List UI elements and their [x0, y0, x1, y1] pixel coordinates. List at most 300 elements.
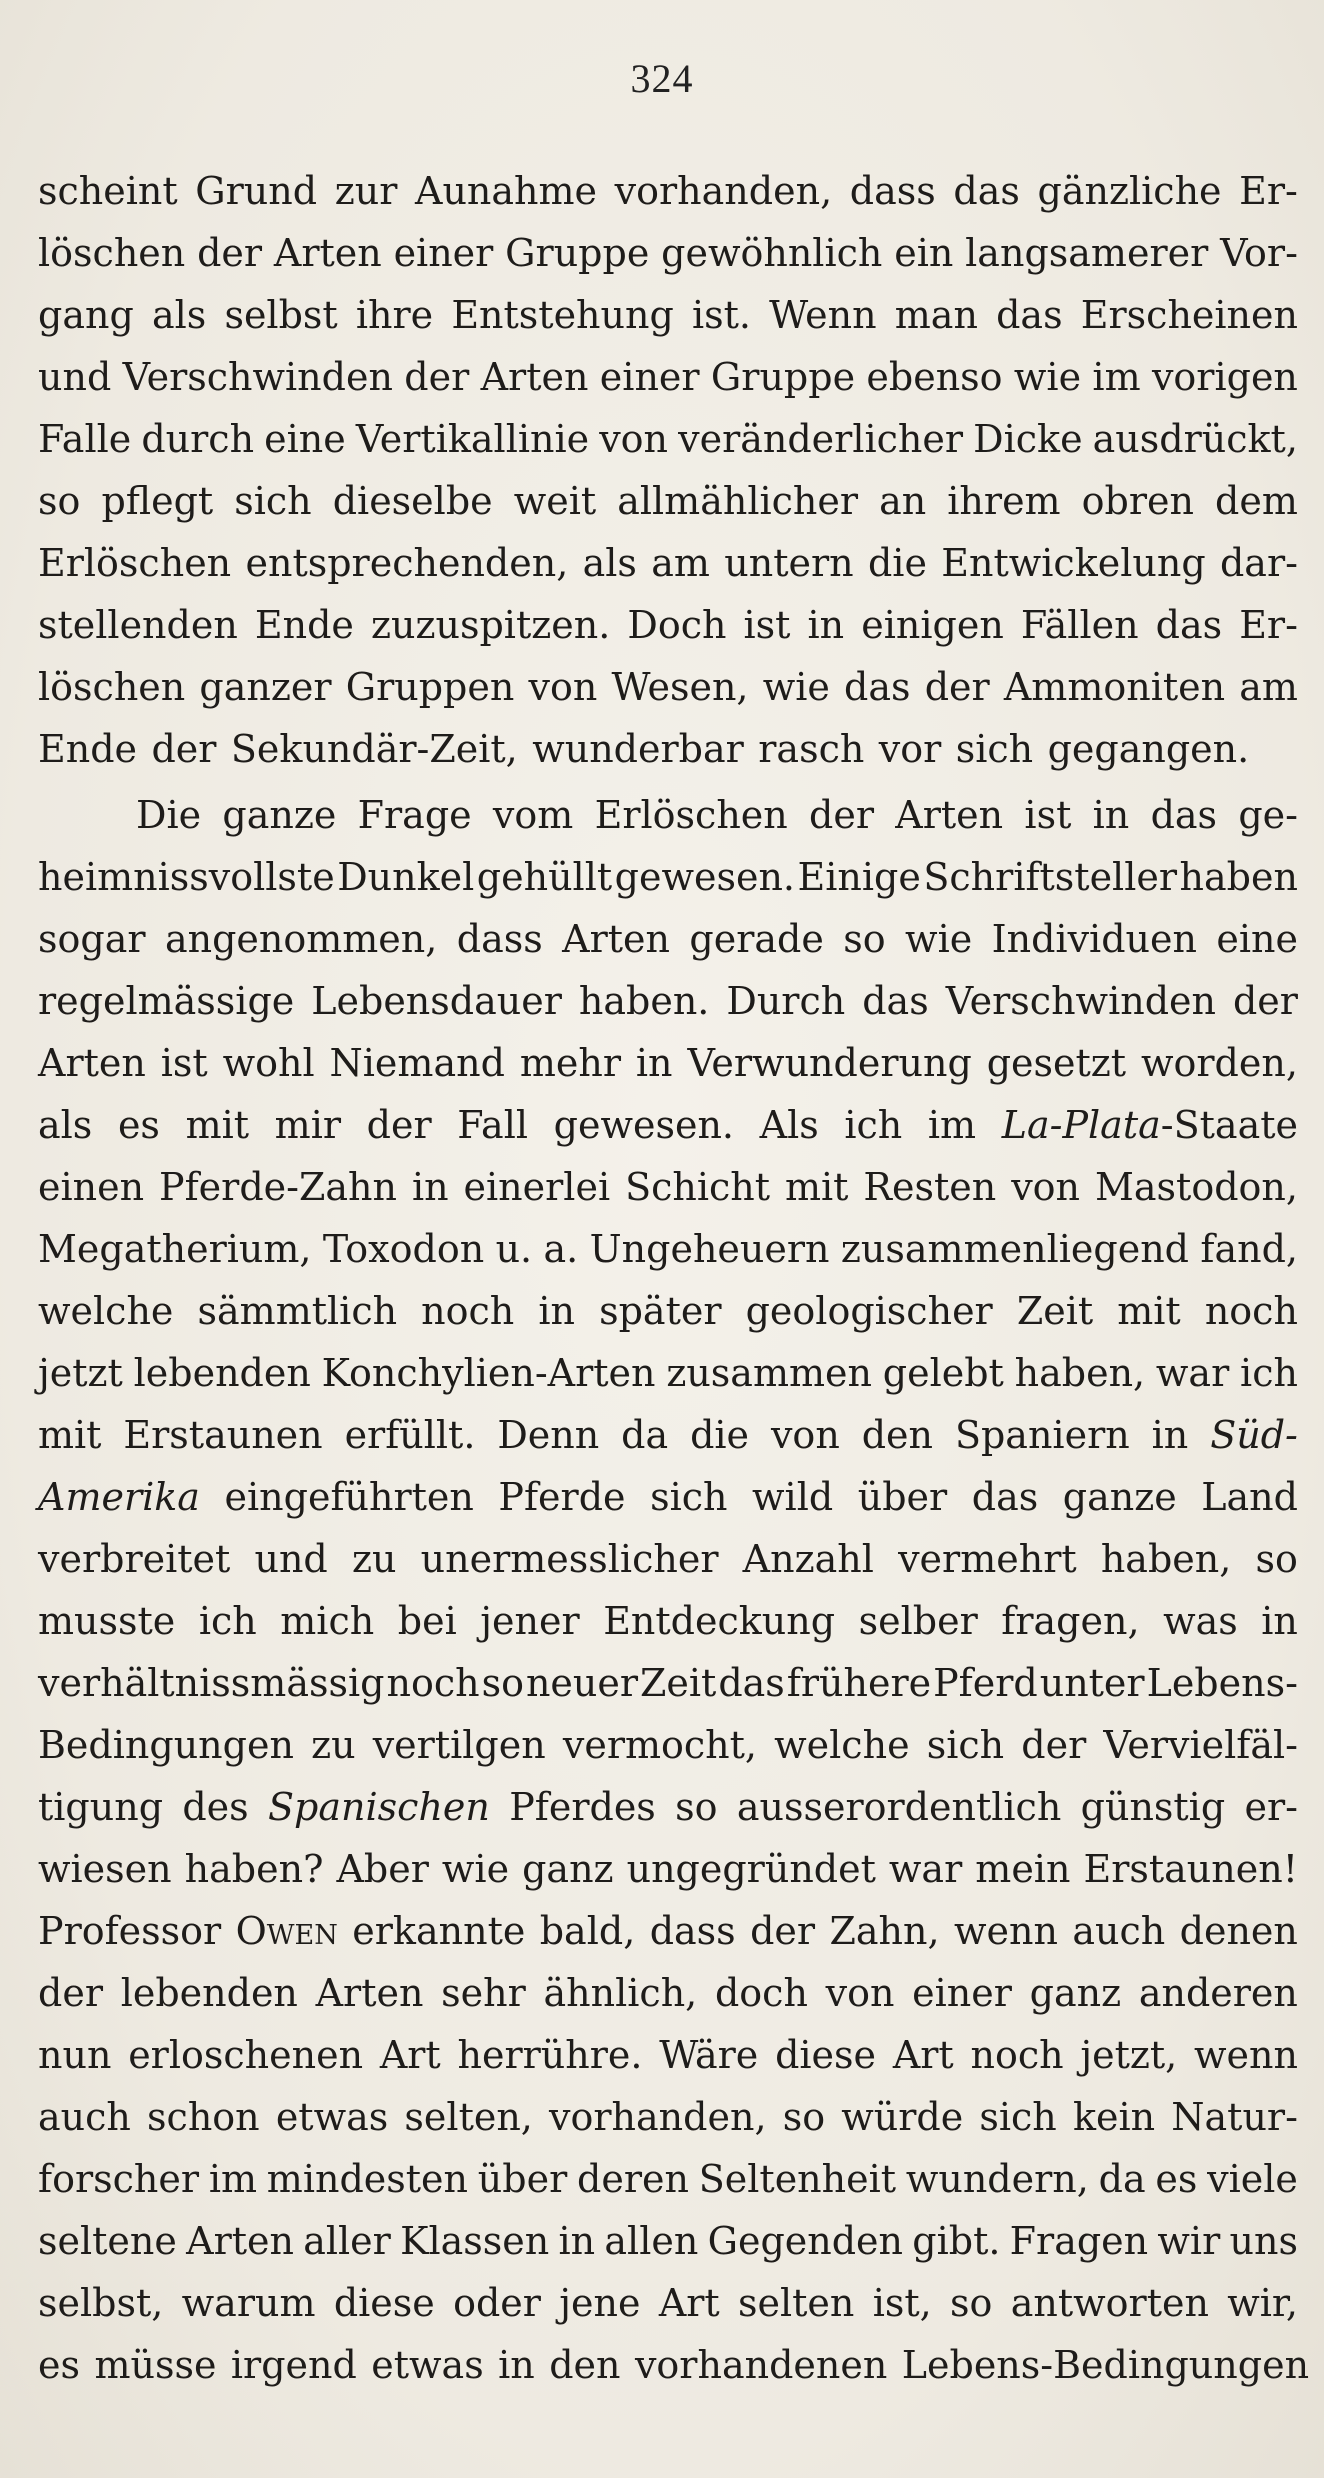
word: über: [477, 2157, 568, 2201]
word: dar-: [1219, 541, 1298, 585]
word: sämmtlich: [197, 1289, 398, 1333]
word: Erstaunen!: [1083, 1847, 1298, 1891]
word: ist,: [872, 2281, 932, 2325]
word: ganz: [522, 1847, 614, 1891]
word: was: [1163, 1599, 1238, 1643]
word: einer: [393, 231, 494, 275]
word: Pferde: [498, 1475, 626, 1519]
text-line: [38, 1838, 1298, 1900]
word: Arten: [38, 1041, 146, 1085]
word: von: [770, 1413, 840, 1457]
word: etwas: [275, 2095, 389, 2139]
word: der: [38, 1971, 103, 2015]
word: ist: [743, 603, 791, 647]
word: dass: [849, 169, 936, 213]
word: Einige: [797, 855, 921, 899]
word: lebenden: [120, 1971, 298, 2015]
word: am: [651, 541, 710, 585]
word: gehüllt: [476, 855, 613, 899]
word: a.: [543, 1227, 579, 1271]
word: uns: [1229, 2219, 1298, 2263]
text-line: [38, 1094, 1298, 1156]
word: mein: [975, 1847, 1071, 1891]
word: das: [953, 169, 1020, 213]
word: man: [894, 293, 978, 337]
word: der: [924, 665, 990, 709]
word: war: [1155, 1351, 1230, 1395]
word: Lebens-: [1146, 1661, 1298, 1705]
word: bald,: [539, 1909, 636, 1953]
word: pflegt: [101, 479, 214, 523]
word: jener: [480, 1599, 580, 1643]
word: Arten: [315, 1971, 424, 2015]
word: dass: [649, 1909, 736, 1953]
word: noch: [421, 1289, 515, 1333]
word: er-: [1244, 1785, 1298, 1829]
word: entsprechenden,: [245, 541, 569, 585]
word: noch: [386, 1661, 480, 1705]
word: doch: [714, 1971, 808, 2015]
word: Sekundär-Zeit,: [230, 727, 518, 771]
word: mehr: [519, 1041, 621, 1085]
word: angenommen,: [164, 917, 438, 961]
word: im: [1092, 355, 1141, 399]
word: das: [1155, 603, 1223, 647]
word: allen: [604, 2219, 699, 2263]
word: dem: [1215, 479, 1298, 523]
word: würde: [841, 2095, 964, 2139]
word: Art: [892, 2033, 954, 2077]
word: Spaniern: [954, 1413, 1130, 1457]
word: Lebensdauer: [311, 979, 562, 1023]
word: günstig: [1080, 1785, 1226, 1829]
word: Fragen: [1009, 2219, 1149, 2263]
word: ungegründet: [626, 1847, 876, 1891]
word: Er-: [1239, 169, 1298, 213]
word: Arten: [273, 231, 382, 275]
word: es: [1155, 2157, 1198, 2201]
word: in: [498, 2343, 535, 2387]
word: in: [1261, 1599, 1298, 1643]
word: vorhanden,: [549, 2095, 767, 2139]
word: einen: [38, 1165, 145, 1209]
text-line: [38, 2334, 1310, 2396]
word: und: [38, 355, 112, 399]
word: verbreitet: [38, 1537, 231, 1581]
word: Art: [379, 2033, 441, 2077]
word: Wesen,: [611, 665, 749, 709]
text-line: [38, 1714, 1298, 1776]
word: irgend: [230, 2343, 357, 2387]
word: ist.: [691, 293, 751, 337]
word: etwas: [371, 2343, 484, 2387]
word: Grund: [195, 169, 318, 213]
word: Entstehung: [451, 293, 674, 337]
text-line: [38, 718, 1298, 780]
word: das: [996, 293, 1063, 337]
text-line: [38, 1218, 1298, 1280]
word: wie: [905, 917, 973, 961]
word: Frage: [357, 793, 472, 837]
word: gesetzt: [986, 1041, 1127, 1085]
word: herrühre.: [457, 2033, 643, 2077]
word: wenn: [953, 1909, 1058, 1953]
text-line: [38, 2210, 1298, 2272]
word: lebenden: [133, 1351, 311, 1395]
word: warum: [181, 2281, 316, 2325]
word: ausdrückt,: [1092, 417, 1298, 461]
word: erloschenen: [128, 2033, 364, 2077]
word: in: [635, 1041, 673, 1085]
word: zur: [334, 169, 398, 213]
word: Klassen: [400, 2219, 550, 2263]
text-line: [38, 1900, 1298, 1962]
word: sich: [979, 2095, 1057, 2139]
word: noch: [970, 2033, 1064, 2077]
word: über: [857, 1475, 948, 1519]
text-line: [38, 1652, 1298, 1714]
word: welche: [38, 1289, 174, 1333]
word: in: [538, 1289, 576, 1333]
word: Anzahl: [742, 1537, 874, 1581]
word: ist: [1024, 793, 1072, 837]
word: eine: [1216, 917, 1298, 961]
word: veränderlicher: [678, 417, 964, 461]
word: wie: [1013, 355, 1082, 399]
word: wie: [441, 1847, 510, 1891]
word: ich: [198, 1599, 257, 1643]
word: Megatherium,: [38, 1227, 312, 1271]
word: es: [38, 2343, 80, 2387]
word: Als: [759, 1103, 819, 1147]
word: gelebt: [882, 1351, 1004, 1395]
word: anderen: [1138, 1971, 1298, 2015]
word: in: [1092, 793, 1130, 837]
word: Vor-: [1220, 231, 1298, 275]
word: diese: [333, 2281, 435, 2325]
text-line: [38, 1466, 1298, 1528]
word: Art: [658, 2281, 720, 2325]
word: so: [675, 1785, 718, 1829]
word: vertilgen: [372, 1723, 546, 1767]
word: gewesen.: [614, 855, 796, 899]
text-line: [38, 1776, 1298, 1838]
word: Gruppen: [345, 665, 515, 709]
word: da: [621, 1413, 669, 1457]
word: allmählicher: [617, 479, 859, 523]
word: Natur-: [1171, 2095, 1298, 2139]
word: gewöhnlich: [661, 231, 883, 275]
word: schon: [147, 2095, 260, 2139]
word: noch: [1204, 1289, 1298, 1333]
word: in: [1151, 1413, 1189, 1457]
word: Erlöschen: [38, 541, 232, 585]
word: mit: [38, 1413, 102, 1457]
word: wild: [752, 1475, 834, 1519]
word: durch: [141, 417, 255, 461]
page-number: 324: [630, 56, 694, 101]
word: forscher: [38, 2157, 200, 2201]
text-line: [38, 532, 1298, 594]
word: zu: [351, 1537, 397, 1581]
word: selten: [738, 2281, 855, 2325]
word: Die: [136, 793, 202, 837]
word: Professor: [38, 1909, 222, 1953]
word: der: [750, 1909, 816, 1953]
text-line: [38, 2272, 1298, 2334]
word: sich: [234, 479, 312, 523]
word: Schicht: [625, 1165, 771, 1209]
word: wohl: [222, 1041, 315, 1085]
word: Pferde-Zahn: [159, 1165, 397, 1209]
word: Dicke: [973, 417, 1083, 461]
word: geologischer: [745, 1289, 993, 1333]
word: in: [558, 2219, 596, 2263]
word: mir: [274, 1103, 342, 1147]
word: einerlei: [463, 1165, 611, 1209]
word: Erstaunen: [123, 1413, 323, 1457]
word: vermehrt: [898, 1537, 1077, 1581]
word: von: [1011, 1165, 1081, 1209]
word: wenn: [1194, 2033, 1298, 2077]
word: vorhanden,: [614, 169, 833, 213]
word: einer: [599, 355, 700, 399]
word: u.: [495, 1227, 533, 1271]
word: ist: [160, 1041, 208, 1085]
word: gegangen.: [1047, 727, 1250, 771]
word: Durch: [726, 979, 846, 1023]
text-line: [38, 2024, 1298, 2086]
word: so: [843, 917, 886, 961]
word: im: [927, 1103, 977, 1147]
word: Entdeckung: [603, 1599, 836, 1643]
word: mit: [185, 1103, 250, 1147]
word: ganzer: [199, 665, 332, 709]
word: der: [809, 793, 875, 837]
word: seltene: [38, 2219, 177, 2263]
word: bei: [397, 1599, 457, 1643]
word: wir,: [1227, 2281, 1298, 2325]
word: haben: [1179, 855, 1298, 899]
word: Falle: [38, 417, 132, 461]
word: sich: [955, 727, 1034, 771]
text-line: [38, 846, 1298, 908]
word: erkannte: [352, 1909, 526, 1953]
word: deren: [577, 2157, 689, 2201]
word: wie: [762, 665, 830, 709]
word: Ammoniten: [1003, 665, 1226, 709]
text-line: [38, 1528, 1298, 1590]
word: das: [971, 1475, 1039, 1519]
word: löschen: [38, 665, 186, 709]
word: Wenn: [769, 293, 877, 337]
word: der: [197, 231, 263, 275]
text-line: [38, 284, 1298, 346]
word: Toxodon: [322, 1227, 485, 1271]
word: Gegenden: [707, 2219, 904, 2263]
word: der: [404, 355, 470, 399]
word: langsamerer: [965, 231, 1209, 275]
text-line: [38, 1342, 1298, 1404]
word: tigung: [38, 1785, 164, 1829]
word: mit: [784, 1165, 849, 1209]
word: wunderbar: [532, 727, 744, 771]
word: unter: [1039, 1661, 1145, 1705]
word: Aunahme: [415, 169, 598, 213]
word: Pferdes: [509, 1785, 656, 1829]
word: von: [528, 665, 598, 709]
word: aller: [303, 2219, 391, 2263]
word: ganze: [222, 793, 337, 837]
word: dieselbe: [332, 479, 493, 523]
word: Lebens-Bedingungen: [901, 2343, 1310, 2387]
word: viele: [1207, 2157, 1298, 2201]
word: Er-: [1239, 603, 1298, 647]
word: gibt.: [912, 2219, 1001, 2263]
text-line: [38, 408, 1298, 470]
word: gang: [38, 293, 134, 337]
word: vorhandenen: [634, 2343, 888, 2387]
word: weit: [513, 479, 597, 523]
word: gerade: [689, 917, 824, 961]
word: ebenso: [866, 355, 1003, 399]
word: musste: [38, 1599, 176, 1643]
text-line: [38, 2148, 1298, 2210]
word: löschen: [38, 231, 186, 275]
word: so: [782, 2095, 826, 2139]
word: regelmässige: [38, 979, 295, 1023]
word: frühere: [786, 1661, 932, 1705]
word: Arten: [186, 2219, 294, 2263]
word: am: [1239, 665, 1298, 709]
word: so: [1255, 1537, 1298, 1581]
word: Verschwinden: [122, 355, 393, 399]
word: die: [690, 1413, 750, 1457]
word: selbst,: [38, 2281, 164, 2325]
text-line: [38, 160, 1298, 222]
word: ge-: [1238, 793, 1298, 837]
word: ganze: [1062, 1475, 1177, 1519]
word: haben,: [1100, 1537, 1232, 1581]
word: sehr: [441, 1971, 526, 2015]
word: Pferd: [933, 1661, 1038, 1705]
word: und: [254, 1537, 328, 1581]
text-line: [38, 656, 1298, 718]
word: den: [549, 2343, 621, 2387]
word: Amerika: [38, 1475, 200, 1519]
word: eingeführten: [224, 1475, 474, 1519]
word: Entwickelung: [941, 541, 1206, 585]
text-line: [38, 1590, 1298, 1652]
word: scheint: [38, 169, 178, 213]
word: worden,: [1140, 1041, 1298, 1085]
word: Erlöschen: [594, 793, 788, 837]
word: in: [807, 603, 845, 647]
text-line: [38, 346, 1298, 408]
word: gewesen.: [553, 1103, 734, 1147]
word: so: [481, 1661, 524, 1705]
word: mindesten: [266, 2157, 468, 2201]
word: jetzt,: [1080, 2033, 1178, 2077]
word: der: [1021, 1723, 1087, 1767]
word: so: [950, 2281, 993, 2325]
word: Arten: [480, 355, 589, 399]
word: in: [411, 1165, 449, 1209]
word: zu: [311, 1723, 356, 1767]
word: neuer: [525, 1661, 639, 1705]
word: Verwunderung: [687, 1041, 972, 1085]
word: Konchylien-Arten: [321, 1351, 656, 1395]
word: haben.: [578, 979, 710, 1023]
text-line: [38, 1404, 1298, 1466]
word: sich: [926, 1723, 1005, 1767]
word: ein: [894, 231, 954, 275]
word: einer: [912, 1971, 1012, 2015]
word: stellenden: [38, 603, 238, 647]
word: das: [844, 665, 911, 709]
word: jene: [559, 2281, 641, 2325]
word: als: [38, 1103, 93, 1147]
word: ihrem: [947, 479, 1061, 523]
word: Land: [1201, 1475, 1298, 1519]
word: Individuen: [991, 917, 1197, 961]
word: wir: [1157, 2219, 1221, 2263]
word: als: [582, 541, 637, 585]
word: Doch: [627, 603, 727, 647]
word: diese: [775, 2033, 877, 2077]
word: das: [862, 979, 929, 1023]
word: haben,: [1014, 1351, 1146, 1395]
word: Resten: [863, 1165, 997, 1209]
word: der: [366, 1103, 432, 1147]
word: oder: [453, 2281, 541, 2325]
word: Wäre: [659, 2033, 759, 2077]
word: ich: [844, 1103, 903, 1147]
word: eine: [264, 417, 346, 461]
word: die: [867, 541, 927, 585]
word: Erscheinen: [1080, 293, 1298, 337]
word: jetzt: [38, 1351, 123, 1395]
word: des: [182, 1785, 249, 1829]
word: von: [825, 1971, 895, 2015]
word: unermesslicher: [420, 1537, 719, 1581]
word: so: [38, 479, 81, 523]
word: sogar: [38, 917, 146, 961]
word: mich: [280, 1599, 375, 1643]
word: Vertikallinie: [355, 417, 590, 461]
word: vor: [878, 727, 942, 771]
word: es: [117, 1103, 160, 1147]
word: selber: [858, 1599, 978, 1643]
word: von: [599, 417, 669, 461]
word: nun: [38, 2033, 112, 2077]
word: erfüllt.: [344, 1413, 476, 1457]
word: dass: [456, 917, 543, 961]
word: auch: [1072, 1909, 1166, 1953]
word: Schriftsteller: [923, 855, 1178, 899]
word: vom: [492, 793, 574, 837]
word: ganz: [1029, 1971, 1122, 2015]
word: Seltenheit: [698, 2157, 897, 2201]
word: Dunkel: [337, 855, 475, 899]
word: haben?: [184, 1847, 324, 1891]
word: Zahn,: [829, 1909, 940, 1953]
word: ihre: [355, 293, 434, 337]
text-line: [38, 2086, 1298, 2148]
word: rasch: [758, 727, 865, 771]
word: den: [861, 1413, 934, 1457]
word: Gruppe: [710, 355, 856, 399]
